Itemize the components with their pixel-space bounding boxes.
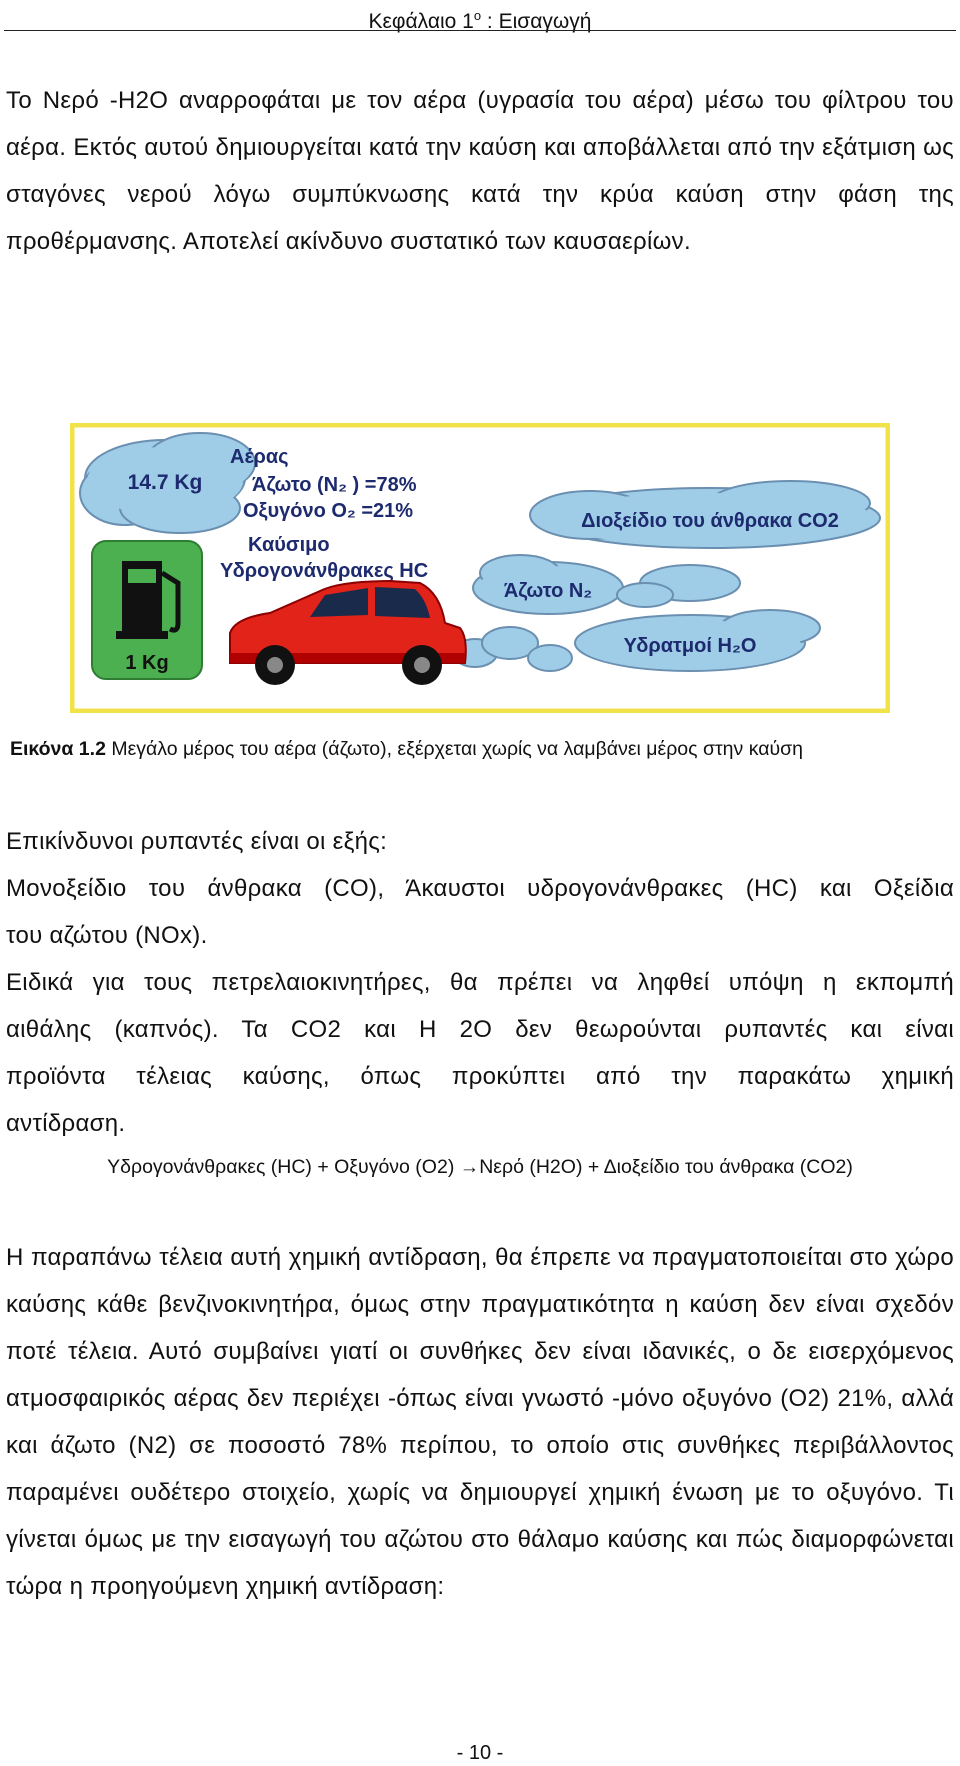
header-rule [4, 30, 956, 31]
chapter-superscript: ο [473, 8, 482, 23]
air-label: Αέρας [230, 446, 289, 468]
pollutants-line-7: αντίδραση. [6, 1110, 126, 1137]
fuel-label: Καύσιμο [248, 534, 330, 556]
nitrogen-percent-label: Άζωτο (N₂ ) =78% [252, 474, 417, 496]
page-header [0, 0, 960, 32]
pollutants-line-6: προϊόντα τέλειας καύσης, όπως προκύπτει από την παρακάτω χημική [6, 1063, 954, 1090]
pollutants-line-2: Μονοξείδιο του άνθρακα (CO), Άκαυστοι υδρογονάνθρακες (HC) και Οξείδια [6, 875, 954, 902]
paragraph-pollutants [6, 818, 954, 1147]
caption-text: Μεγάλο μέρος του αέρα (άζωτο), εξέρχεται χωρίς να λαμβάνει μέρος στην καύση [105, 738, 804, 760]
pollutants-line-3: του αζώτου (NOx). [6, 922, 208, 949]
paragraph-combustion: Η παραπάνω τέλεια αυτή χημική αντίδραση, θα έπρεπε να πραγματοποιείται στο χώρο καύσης κάθε βενζινοκινητήρα, όμως στην πραγματικότητα η καύση δεν είναι σχεδόν ποτέ τέλεια. Αυτό συμβαίνει γιατί οι συνθήκες δεν είναι ιδανικές, ο δε εισερχόμενος ατμοσφαιρικός αέρας δεν περιέχει -όπως είναι γνωστό -μόνο οξυγόνο (O2) 21%, αλλά και άζωτο (N2) σε ποσοστό 78% περίπου, το οποίο στις συνθήκες περιβάλλοντος παραμένει ουδέτερο στοιχείο, χωρίς να δημιουργεί χημική ένωση με το οξυγόνο. Τι γίνεται όμως με την εισαγωγή του αζώτου στο θάλαμο καύσης και πώς διαμορφώνεται τώρα η προηγούμενη χημική αντίδραση: [6, 1244, 954, 1600]
n2-label: Άζωτο N₂ [503, 580, 593, 602]
figure-caption [10, 735, 960, 763]
co2-label: Διοξείδιο του άνθρακα CO2 [581, 510, 839, 532]
paragraph-water: Το Νερό -Η2Ο αναρροφάται με τον αέρα (υγρασία του αέρα) μέσω του φίλτρου του αέρα. Εκτός αυτού δημιουργείται κατά την καύση και αποβάλλεται από την εξάτμιση ως σταγόνες νερού λόγω συμπύκνωσης κατά την κρύα καύση στην φάση της προθέρμανσης. Αποτελεί ακίνδυνο συστατικό των καυσαερίων. [6, 87, 954, 255]
caption-label: Εικόνα 1.2 [10, 738, 106, 760]
air-mass-label: 14.7 Kg [127, 471, 203, 494]
page-number: - 10 - [456, 1742, 504, 1764]
pollutants-line-4: Ειδικά για τους πετρελαιοκινητήρες, θα πρέπει να ληφθεί υπόψη η εκπομπή [6, 969, 954, 996]
hc-label: Υδρογονάνθρακες HC [220, 560, 429, 582]
h2o-label: Υδρατμοί H₂O [623, 635, 757, 657]
pollutants-line-5: αιθάλης (καπνός). Τα CO2 και H 2O δεν θεωρούνται ρυπαντές και είναι [6, 1016, 954, 1043]
chapter-subtitle: : Εισαγωγή [481, 10, 592, 33]
pollutants-line-1: Επικίνδυνοι ρυπαντές είναι οι εξής: [6, 828, 388, 855]
fuel-mass-label: 1 Kg [125, 652, 169, 674]
figure-exhaust-composition [70, 423, 890, 713]
chapter-title: Κεφάλαιο 1 [368, 10, 474, 33]
oxygen-percent-label: Οξυγόνο O₂ =21% [243, 500, 414, 522]
chemical-equation: Υδρογονάνθρακες (HC) + Οξυγόνο (O2) →Νερό (H2O) + Διοξείδιο του άνθρακα (CO2) [107, 1156, 853, 1178]
exhaust-illustration [70, 423, 890, 713]
